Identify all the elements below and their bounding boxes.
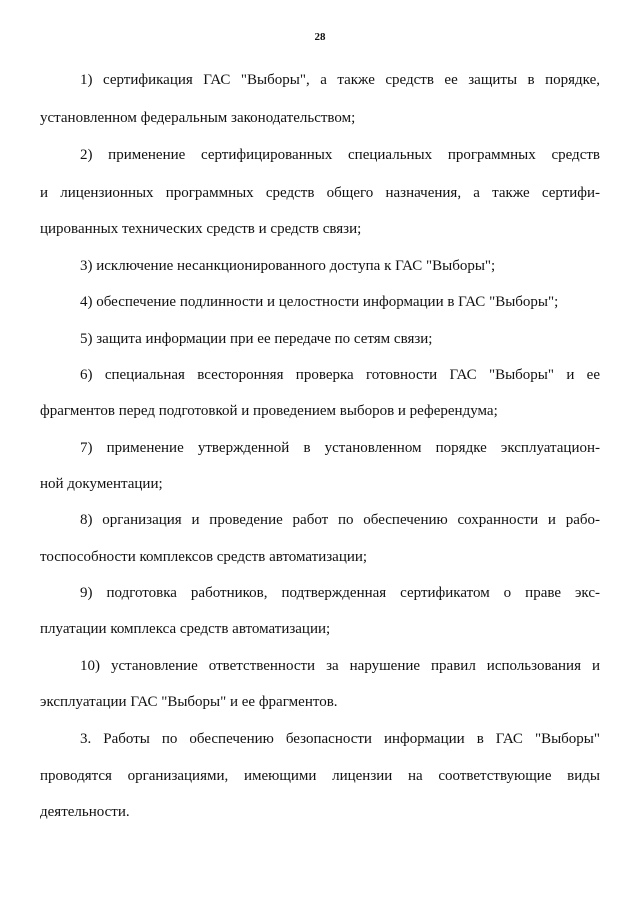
text-line: эксплуатации ГАС "Выборы" и ее фрагментов. <box>40 694 338 710</box>
text-line: 7) применение утвержденной в установленном порядке эксплуатацион- <box>80 440 600 456</box>
text-line: проводятся организациями, имеющими лицензии на соответствующие виды <box>40 768 600 784</box>
text-line: 1) сертификация ГАС "Выборы", а также средств ее защиты в порядке, <box>80 72 600 88</box>
text-line: и лицензионных программных средств общего назначения, а также сертифи- <box>40 185 600 201</box>
text-line: ной документации; <box>40 476 163 492</box>
text-line: 10) установление ответственности за нарушение правил использования и <box>80 658 600 674</box>
text-line: 6) специальная всесторонняя проверка готовности ГАС "Выборы" и ее <box>80 367 600 383</box>
text-line: установленном федеральным законодательством; <box>40 110 356 126</box>
text-line: цированных технических средств и средств связи; <box>40 221 362 237</box>
text-line: 2) применение сертифицированных специальных программных средств <box>80 147 600 163</box>
text-line: 9) подготовка работников, подтвержденная сертификатом о праве экс- <box>80 585 600 601</box>
text-line: 5) защита информации при ее передаче по сетям связи; <box>80 331 433 347</box>
text-line: 4) обеспечение подлинности и целостности информации в ГАС "Выборы"; <box>80 294 559 310</box>
text-line: фрагментов перед подготовкой и проведением выборов и референдума; <box>40 403 498 419</box>
text-line: 3. Работы по обеспечению безопасности информации в ГАС "Выборы" <box>80 731 600 747</box>
text-line: 3) исключение несанкционированного доступа к ГАС "Выборы"; <box>80 258 496 274</box>
text-line: деятельности. <box>40 804 130 820</box>
text-line: 8) организация и проведение работ по обеспечению сохранности и рабо- <box>80 512 600 528</box>
page-number: 28 <box>314 31 326 43</box>
text-line: плуатации комплекса средств автоматизации; <box>40 621 331 637</box>
text-line: тоспособности комплексов средств автоматизации; <box>40 549 368 565</box>
